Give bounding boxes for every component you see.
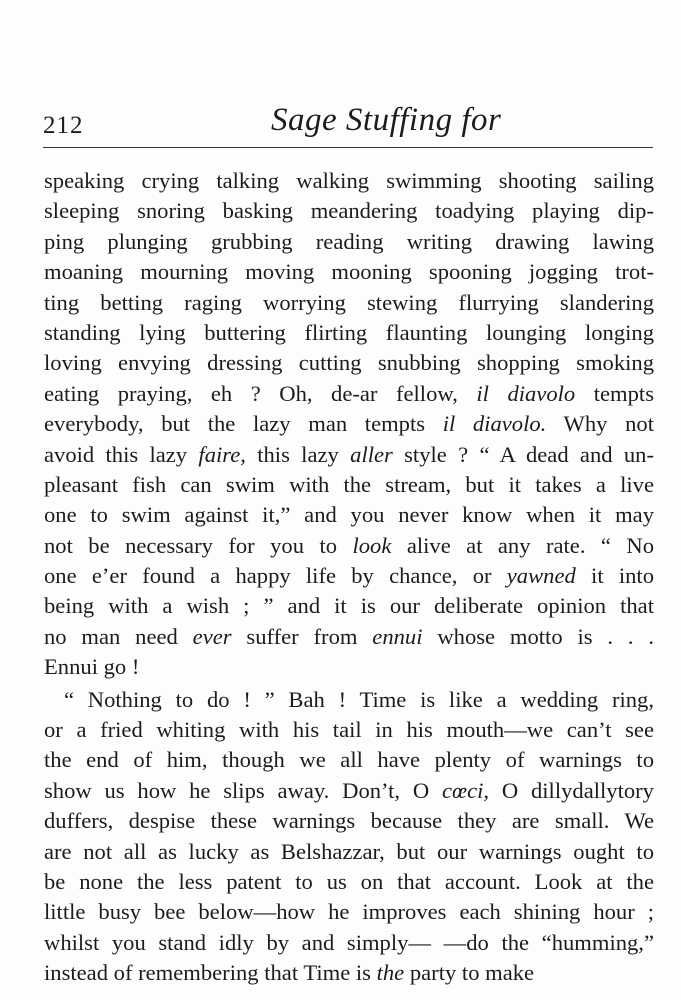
text-run: not be necessary for you to	[44, 532, 353, 558]
text-run: no man need	[44, 623, 193, 649]
text-line	[44, 561, 654, 591]
text-run: party to make	[404, 960, 535, 986]
text-line	[44, 837, 654, 867]
text-run: “ Nothing to do ! ” Bah ! Time is like a wedding ring,	[64, 686, 654, 712]
text-run: Why not	[546, 411, 654, 437]
text-run: be none the less patent to us on that account. Look at the	[44, 868, 654, 894]
text-line	[44, 806, 654, 836]
text-line	[44, 867, 654, 897]
text-run: speaking crying talking walking swimming shooting sailing	[44, 168, 654, 193]
text-run: avoid this lazy	[44, 441, 199, 467]
text-line	[44, 776, 654, 806]
text-run: everybody, but the lazy man tempts	[44, 411, 443, 437]
text-line	[44, 622, 654, 652]
text-run: one to swim against it,” and you never know when it may	[44, 502, 654, 528]
text-line	[44, 745, 654, 775]
text-line	[44, 500, 654, 530]
running-head	[43, 100, 653, 144]
text-run: being with a wish ; ” and it is our deliberate opinion that	[44, 593, 654, 619]
text-run: it into	[575, 563, 654, 589]
header-rule	[43, 147, 653, 148]
text-line	[44, 652, 654, 682]
italic-text: the	[376, 960, 405, 986]
italic-text: yawned	[506, 563, 576, 589]
text-run: or a fried whiting with his tail in his mouth—we can’t see	[44, 717, 654, 743]
text-run: the end of him, though we all have plenty of warnings to	[44, 747, 654, 773]
text-line	[44, 196, 654, 226]
text-line	[44, 531, 654, 561]
text-run: Ennui go !	[44, 654, 140, 680]
text-run: suffer from	[231, 623, 373, 649]
text-line	[44, 958, 654, 988]
text-run: alive at any rate. “ No	[391, 532, 654, 558]
text-run: tempts	[575, 380, 654, 406]
text-line	[44, 409, 654, 439]
text-run: standing lying buttering flirting flaunting lounging longing	[44, 319, 654, 345]
text-run: are not all as lucky as Belshazzar, but our warnings ought to	[44, 838, 654, 864]
text-line	[44, 227, 654, 257]
text-line	[44, 440, 654, 470]
text-run: moaning mourning moving mooning spooning jogging trot-	[44, 259, 654, 285]
italic-text: ever	[192, 623, 232, 649]
italic-text: aller	[350, 441, 393, 467]
text-run: little busy bee below—how he improves each shining hour ;	[44, 899, 654, 925]
text-run: pleasant fish can swim with the stream, but it takes a live	[44, 471, 654, 497]
text-line	[44, 288, 654, 318]
text-run: whose motto is . . .	[422, 623, 655, 649]
text-line	[44, 715, 654, 745]
paragraph	[44, 685, 654, 989]
text-run: ping plunging grubbing reading writing drawing lawing	[44, 228, 654, 254]
text-run: O dillydallytory	[489, 777, 654, 803]
text-line	[44, 928, 654, 958]
text-line	[44, 379, 654, 409]
text-run: this lazy	[245, 441, 351, 467]
text-run: show us how he slips away. Don’t, O	[44, 777, 442, 803]
text-line	[44, 166, 654, 196]
italic-text: faire,	[198, 441, 246, 467]
paragraph	[44, 166, 654, 683]
text-line	[44, 318, 654, 348]
text-run: one e’er found a happy life by chance, or	[44, 563, 507, 589]
text-line	[44, 897, 654, 927]
running-title: Sage Stuffing for	[271, 102, 502, 138]
text-run: duffers, despise these warnings because they are small. We	[44, 808, 654, 834]
italic-text: look	[352, 532, 392, 558]
text-run: loving envying dressing cutting snubbing shopping smoking	[44, 350, 654, 376]
italic-text: cœci,	[442, 777, 490, 803]
text-run: eating praying, eh ? Oh, de-ar fellow,	[44, 380, 477, 406]
text-line	[44, 348, 654, 378]
italic-text: il diavolo.	[442, 411, 547, 437]
text-line	[44, 257, 654, 287]
text-line	[44, 470, 654, 500]
page-number: 212	[43, 112, 84, 139]
text-line	[44, 685, 654, 715]
text-run: ting betting raging worrying stewing flurrying slandering	[44, 289, 654, 315]
text-line	[44, 591, 654, 621]
italic-text: il diavolo	[476, 380, 576, 406]
text-run: sleeping snoring basking meandering toadying playing dip-	[44, 198, 654, 224]
text-run: style ? “ A dead and un-	[392, 441, 654, 467]
italic-text: ennui	[372, 623, 423, 649]
body-text	[44, 166, 654, 989]
text-run: whilst you stand idly by and simply— —do the “humming,”	[44, 929, 654, 955]
text-run: instead of remembering that Time is	[44, 960, 377, 986]
